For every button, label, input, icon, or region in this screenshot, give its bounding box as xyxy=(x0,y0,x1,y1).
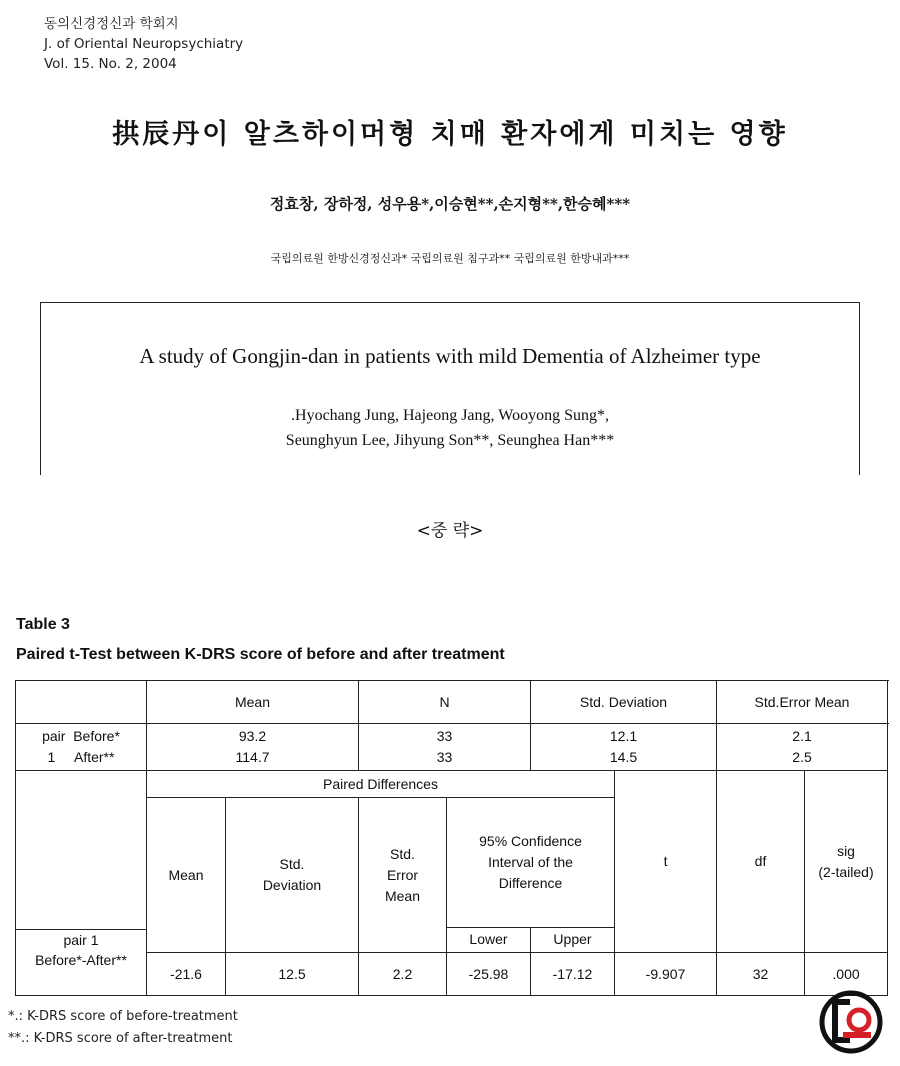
header-mean: Mean xyxy=(147,681,359,724)
journal-name-korean: 동의신경정신과 학회지 xyxy=(44,16,179,32)
header-diff-std-err-line-2: Error xyxy=(386,866,419,883)
pair-label-after: 1 After** xyxy=(47,749,115,765)
korean-title: 拱辰丹이 알츠하이머형 치매 환자에게 미치는 영향 xyxy=(112,119,788,150)
after-mean: 114.7 xyxy=(235,749,270,765)
diff-values-std-dev: 12.5 xyxy=(226,953,359,996)
diff-values-upper: -17.12 xyxy=(531,953,615,996)
header-ci-line-1: 95% Confidence xyxy=(479,832,582,849)
journal-volume: Vol. 15. No. 2, 2004 xyxy=(44,56,177,72)
diff-values-lower: -25.98 xyxy=(447,953,531,996)
publisher-logo-icon xyxy=(819,990,883,1054)
header-upper: Upper xyxy=(531,927,615,952)
header-sig-line-1: sig xyxy=(837,842,855,859)
header-std-deviation: Std. Deviation xyxy=(531,681,717,724)
empty-header-cell xyxy=(16,681,147,724)
korean-authors: 정효창, 장하정, 성우용*,이승현**,손지형**,한승혜*** xyxy=(269,195,631,213)
header-diff-std-dev-line-2: Deviation xyxy=(262,877,322,893)
header-df: df xyxy=(717,771,805,953)
header-diff-std-dev xyxy=(226,798,359,953)
table-row-paired-diff xyxy=(16,953,888,996)
diff-values-df: 32 xyxy=(717,953,805,996)
std-err-values-cell xyxy=(717,724,888,771)
journal-header xyxy=(44,14,243,74)
table-row-before-after xyxy=(16,724,888,771)
header-diff-std-err-line-1: Std. xyxy=(390,845,415,862)
table-caption: Paired t-Test between K-DRS score of before and after treatment xyxy=(16,646,505,663)
footnote-after: **.: K-DRS score of after-treatment xyxy=(8,1031,233,1046)
before-n: 33 xyxy=(436,728,453,744)
english-authors xyxy=(0,403,900,453)
header-n: N xyxy=(359,681,531,724)
diff-values-t: -9.907 xyxy=(615,953,717,996)
diff-values-mean: -21.6 xyxy=(147,953,226,996)
n-values-cell xyxy=(359,724,531,771)
paired-differences-row xyxy=(16,771,888,798)
header-t: t xyxy=(615,771,717,953)
english-title: A study of Gongjin-dan in patients with mild Dementia of Alzheimer type xyxy=(139,344,761,368)
pair-label-cell xyxy=(16,724,147,771)
journal-name-english: J. of Oriental Neuropsychiatry xyxy=(44,36,244,52)
header-diff-mean: Mean xyxy=(147,798,226,953)
header-diff-std-err-line-3: Mean xyxy=(384,887,421,904)
after-std-err: 2.5 xyxy=(792,749,812,765)
diff-row-label-line-1: pair 1 xyxy=(63,932,99,948)
header-diff-std-dev-line-1: Std. xyxy=(279,856,305,872)
before-std-err: 2.1 xyxy=(792,728,812,744)
after-std-dev: 14.5 xyxy=(609,749,638,765)
header-lower: Lower xyxy=(447,927,531,952)
header-diff-std-err xyxy=(359,798,447,953)
header-sig xyxy=(805,771,888,953)
after-n: 33 xyxy=(436,749,453,765)
header-sig-line-2: (2-tailed) xyxy=(818,863,874,880)
before-std-dev: 12.1 xyxy=(609,728,638,744)
header-std-error-mean: Std.Error Mean xyxy=(717,681,888,724)
english-authors-line-2: Seunghyun Lee, Jihyung Son**, Seunghea Han*** xyxy=(285,432,615,449)
footnotes xyxy=(8,1006,238,1050)
korean-affiliations: 국립의료원 한방신경정신과* 국립의료원 침구과** 국립의료원 한방내과*** xyxy=(270,252,630,265)
diff-row-label-line-2: Before*-After** xyxy=(35,952,127,968)
table-label: Table 3 xyxy=(16,616,70,633)
pair-label-before: pair Before* xyxy=(42,728,120,744)
diff-values-std-err: 2.2 xyxy=(359,953,447,996)
diff-values-sig: .000 xyxy=(805,953,888,996)
footnote-before: *.: K-DRS score of before-treatment xyxy=(8,1009,238,1024)
before-mean: 93.2 xyxy=(238,728,267,744)
header-ci-line-2: Interval of the xyxy=(488,853,573,870)
english-authors-line-1: .Hyochang Jung, Hajeong Jang, Wooyong Sung*, xyxy=(291,407,609,424)
table-header-row xyxy=(16,681,888,724)
omitted-marker: <중 략> xyxy=(416,521,484,541)
header-confidence-interval xyxy=(447,798,615,928)
paired-differences-header: Paired Differences xyxy=(147,771,615,798)
header-ci-line-3: Difference xyxy=(498,874,563,891)
std-dev-values-cell xyxy=(531,724,717,771)
mean-values-cell xyxy=(147,724,359,771)
diff-row-label xyxy=(16,929,146,972)
